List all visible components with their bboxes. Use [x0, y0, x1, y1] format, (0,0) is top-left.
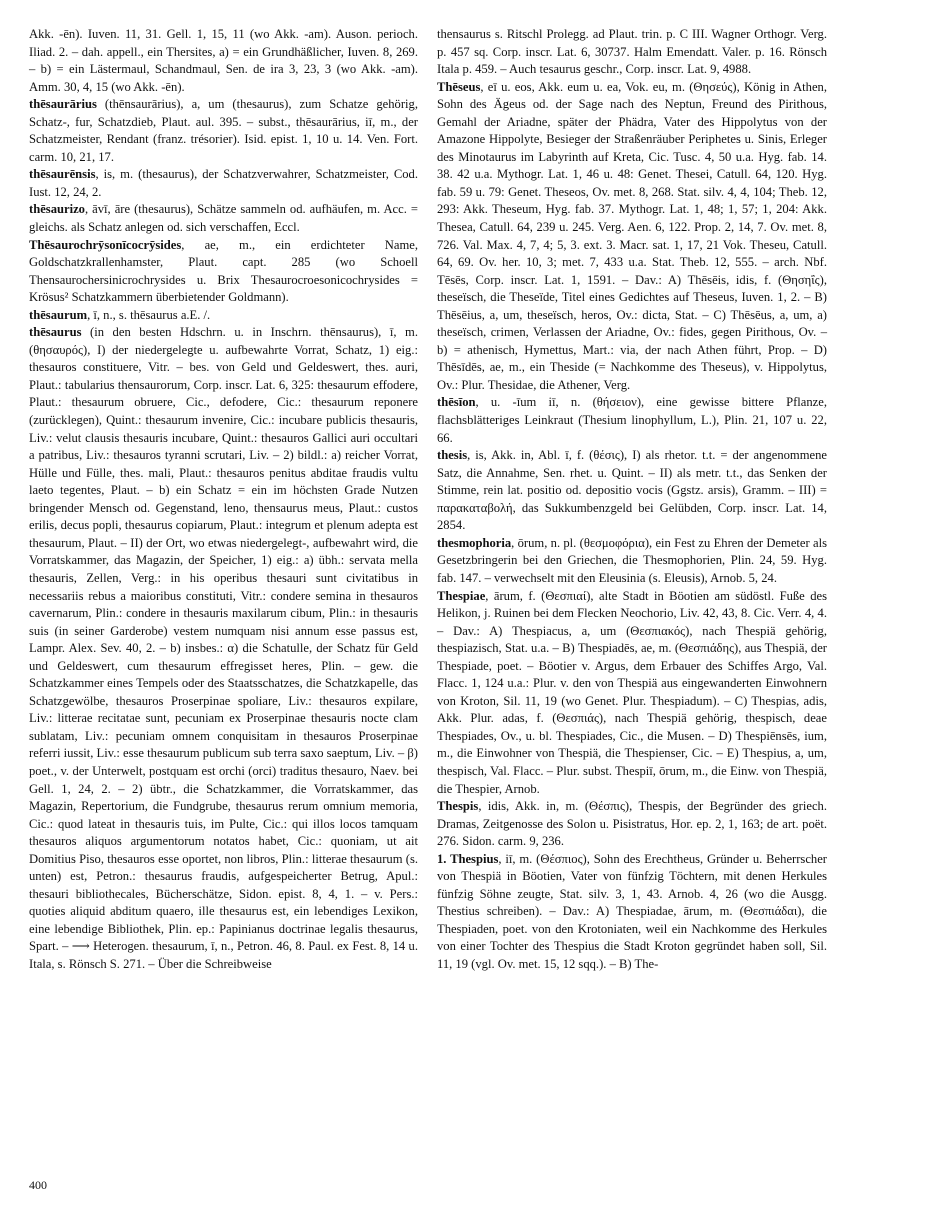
entry-thespis: Thespis, idis, Akk. in, m. (Θέσπις), Thespis, der Begründer des griech. Dramas, Zeitgenosse des Solon u. Pisistratus, Hor. ep. 2, 1, 163; de art. poët. 276. Sidon. carm. 9, 236.: [437, 799, 827, 849]
entry-theseus: Thēseus, eī u. eos, Akk. eum u. ea, Vok. eu, m. (Θησεύς), König in Athen, Sohn des Ägeus od. der Sage nach des Neptun, Freund des Pirithous, Gemahl der Ariadne, später der Phädra, Vater des Hippolytus von der Amazone Hippolyte, Besieger der Straßenräuber Periphetes u. Sinis, Erleger des Minotaurus im Labyrinth auf Kreta, Cic. Tusc. 4, 50 u.a. Hyg. fab. 14. 38. 42 u.a. Mythogr. Lat. 1, 46 u. 48: Genet. Thesei, Catull. 64, 120. Hyg. fab. 59 u. 79: Genet. Theseos, Ov. met. 8, 268. Stat. silv. 4, 4, 104; Theb. 12, 293: Akk. Theseum, Hyg. fab. 37. Mythogr. Lat. 1, 48; 1, 57; 1, 204: Akk. Thesea, Catull. 64, 239 u. 245. Verg. Aen. 6, 122. Prop. 2, 14, 7. Ov. met. 8, 726. Val. Max. 4, 7, 4; 5, 3. ext. 3. Macr. sat. 1, 17, 21 Vok. Theseu, Catull. 64, 69. Ov. her. 10, 3; met. 7, 433 u.a. Stat. Theb. 12, 555. – arch. Nbf. Tēsēs, Corp. inscr. Lat. 1, 1591. – Dav.: A) Thēsēis, idis, f. (Θησηΐς), theseïsch, die Theseïde, Titel eines Gedichtes auf Theseus, Iuven. 1, 2. – B) Thēsēius, a, um, theseïsch, heros, Ov.: dicta, Stat. – C) Thēsēus, a, um, a) theseïsch, crimen, Verlassen der Ariadne, Ov.: fides, gegen Pirithous, Ov. – b) = athenisch, Hymettus, Mart.: via, der nach Athen führt, Prop. – D) Thēsīdēs, ae, m., ein Theside (= Nachkomme des Theseus), v. Hippolytus, Ov.: Plur. Thesidae, die Athener, Verg.: [437, 79, 827, 392]
left-column: [29, 26, 418, 974]
entry-thesaurarius: thēsaurārius (thēnsaurārius), a, um (thesaurus), zum Schatze gehörig, Schatz-, fur, Schatzdieb, Plaut. aul. 395. – subst., thēsaurārius, iī, m., der Schatzmeister, Rendant (franz. trésorier). Isid. epist. 1, 10 u. 14. Ven. Fort. carm. 10, 21, 17.: [29, 97, 418, 164]
entry-thesion: thēsīon, u. -īum iī, n. (θήσειον), eine gewisse bittere Pflanze, flachsblätteriges Leinkraut (Thesium linophyllum, L.), Plin. 21, 107 u. 22, 66.: [437, 395, 827, 445]
entry-thespiae: Thespiae, ārum, f. (Θεσπιαί), alte Stadt in Böotien am südöstl. Fuße des Helikon, j. Ruinen bei dem Flecken Neochorio, Liv. 42, 43, 8. Cic. Verr. 4, 4. – Dav.: A) Thespiacus, a, um (Θεσπιακός), nach Thespiä gehörig, thespiazisch, Stat. u.a. – B) Thespiadēs, ae, m. (Θεσπιάδης), aus Thespiä, der Thespiade, poet. – Böotier v. Argus, dem Erbauer des Schiffes Argo, Val. Flacc. 1, 124 u.a.: Plur. v. den von Thespiä aus eingewanderten Einwohnern von Kroton, Sil. 11, 19 (wo Genet. Plur. Thespiadum). – C) Thespias, adis, Akk. Plur. adas, f. (Θεσπιάς), nach Thespiä gehörig, thespisch, deae Thespiades, Ov., u. bl. Thespiades, Cic., die Musen. – D) Thespiēnsēs, ium, m., die Einwohner von Thespiä, die Thespienser, Cic. – E) Thespius, a, um, thespisch, Val. Flacc. – Plur. subst. Thespiī, ōrum, m., die Einw. von Thespiä, die Thespier, Arnob.: [437, 588, 827, 796]
page-number: 400: [29, 1178, 47, 1192]
entry-thesis: thesis, is, Akk. in, Abl. ī, f. (θέσις), I) als rhetor. t.t. = der angenommene Satz, die Annahme, Sen. rhet. u. Quint. – II) als metr. t.t., das Senken der Stimme, rein lat. positio od. depositio vocis (Ggstz. arsis), Gramm. – III) = παρακαταβολή, das Sukkumbenzgeld bei Gelübden, Corp. inscr. Lat. 14, 2854.: [437, 448, 827, 533]
entry-thersites-cont: Akk. -ēn). Iuven. 11, 31. Gell. 1, 15, 11 (wo Akk. -am). Auson. perioch. Iliad. 2. – dah. appell., ein Thersites, a) = ein Grundhäßlicher, Iuven. 8, 269. – b) = ein Lästermaul, Schandmaul, Sen. de ira 3, 23, 3 (wo Akk. -am). Amm. 30, 4, 15 (wo Akk. -ēn).: [29, 27, 418, 94]
entry-thesaurizo: thēsaurizo, āvī, āre (thesaurus), Schätze sammeln od. aufhäufen, m. Acc. = gleichs. als Schatz anlegen od. sich verschaffen, Eccl.: [29, 202, 418, 235]
entry-thesmophoria: thesmophoria, ōrum, n. pl. (θεσμοφόρια), ein Fest zu Ehren der Demeter als Gesetzbringerin bei den Griechen, die Thesmophorien, Plin. 24, 59. Hyg. fab. 147. – verwechselt mit den Eleusinia (s. Eleusis), Arnob. 5, 24.: [437, 535, 827, 585]
right-column: [437, 26, 827, 974]
entry-thesaurus: thēsaurus (in den besten Hdschrn. u. in Inschrn. thēnsaurus), ī, m. (θησαυρός), I) der niedergelegte u. aufbewahrte Vorrat, Schatz, 1) eig.: thesauros constituere, Vitr. – bes. von Geld und Geldeswert, thes. auri, Plaut.: tabularius thensaurorum, Corp. inscr. Lat. 6, 325: thesaurum effodere, Plaut.: thesaurum obruere, Cic., defodere, Cic.: thesaurum reponere (zurücklegen), Quint.: thesaurum invenire, Cic.: incubare publicis thesauris, Liv.: velut clausis thesauris incubare, Quint.: thesauros Gallici auri occultari a patribus, Liv.: thesauros tyranni scrutari, Liv. – 2) bildl.: a) reicher Vorrat, Hülle und Fülle, thes. mali, Plaut.: thesauros penitus abditae fraudis vultu laeto tegentes, Plaut. – b) ein Schatz = ein im höchsten Grade Nutzen bringender Mensch od. Gegenstand, leno, thensaurus meus, Plaut.: custos erilis, decus popli, thesaurus copiarum, Plaut.: integrum et plenum adepta est thesaurum, Plaut. – II) der Ort, wo etwas niedergelegt-, aufbewahrt wird, die Vorratskammer, das Magazin, der Speicher, 1) eig.: a) übh.: servata mella thesauris, Zellen, Verg.: in his operibus thesauri sunt civitatibus in necessariis rebus a maioribus constituti, Vitr.: condere semina in thesauros cavernarum, Plin.: condere in thesauris maxilarum cibum, Plin.: in thesauris suis (in seiner Garderobe) vestem numquam nisi annum esse passus est, Lampr. Alex. Sev. 40, 2. – b) insbes.: α) die Schatulle, der Schatz für Geld und Geldeswert, cum thesaurum effregisset heres, Plin. – gew. die Schatzkammer eines Tempels oder des Staatsschatzes, die Schatzkapelle, das Schatzgewölbe, thesauros Proserpinae spoliare, Liv.: thesauros expilare, Liv.: litterae recitatae sunt, pecuniam ex Proserpinae thesauris nocte clam sublatam, Liv.: pecuniam omnem conquisitam in thesauros Proserpinae referri iussit, Liv.: esse thesaurum publicum sub terra saxo saeptum, Liv. – β) poet., v. der Unterwelt, postquam est orchi (orci) traditus thesauro, Naev. bei Gell. 1, 24, 2. – 2) übtr., die Schatzkammer, die Vorratskammer, das Magazin, Repertorium, die Fundgrube, thesaurus rerum omnium memoria, Cic.: quod lateat in thesauris tuis, im Pulte, Cic.: qui illos locos tamquam thesauros aliquos argumentorum notatos habet, Cic.: quoniam, ut ait Domitius Piso, thesauros esse oportet, non libros, Plin.: litterae thesaurum (s. unten) est, Petron.: thesaurus fraudis, aufgespeicherter Betrug, Apul.: thesauri bibliothecales, Bücherschätze, Sidon. epist. 8, 4, 1. – v. Pers.: quoties aliquid abditum quaero, ille thesaurus est, ein lebendiges Lexikon, eine lebendige Bibliothek, Plin. ep.: Papinianus doctrinae legalis thesaurus, Spart. – ⟶ Heterogen. thesaurum, ī, n., Petron. 46, 8. Paul. ex Fest. 8, 14 u. Itala, s. Rönsch S. 271. – Über die Schreibweise: [29, 325, 418, 971]
entry-thesaurensis: thēsaurēnsis, is, m. (thesaurus), der Schatzverwahrer, Schatzmeister, Cod. Iust. 12, 24, 2.: [29, 167, 418, 199]
entry-thesaurum: thēsaurum, ī, n., s. thēsaurus a.E. /.: [29, 307, 211, 322]
entry-thespius: 1. Thespius, iī, m. (Θέσπιος), Sohn des Erechtheus, Gründer u. Beherrscher von Thespiä in Böotien, Vater von fünfzig Töchtern, mit denen Herkules fünfzig Söhne zeugte, Stat. silv. 3, 1, 43. Arnob. 4, 26 (wo die Ausgg. Thestius schreiben). – Dav.: A) Thespiadae, ārum, m. (Θεσπιάδαι), die Thespiaden, poet. von den Krotoniaten, weil ein Nachkomme des Herkules von einer Tochter des Thespius die Stadt Kroton gegründet haben soll, Sil. 11, 19 (vgl. Ov. met. 15, 12 sqq.). – B) The-: [437, 851, 827, 971]
entry-thesaurochrysonicocrysides: Thēsaurochrȳsonīcocrȳsides, ae, m., ein erdichteter Name, Goldschatzkrallenhamster, Plaut. capt. 285 (wo Schoell Thensaurochersinicrochrysides u. Brix Thesaurocroesonicochrysides = Krösus² Schatzkammern überbietender Goldmann).: [29, 237, 418, 305]
entry-thesaurus-cont: thensaurus s. Ritschl Prolegg. ad Plaut. trin. p. C III. Wagner Orthogr. Verg. p. 457 sq. Corp. inscr. Lat. 6, 30737. Halm Emendatt. Valer. p. 16. Rönsch Itala p. 459. – Auch tesaurus geschr., Corp. inscr. Lat. 9, 4988.: [437, 27, 827, 77]
